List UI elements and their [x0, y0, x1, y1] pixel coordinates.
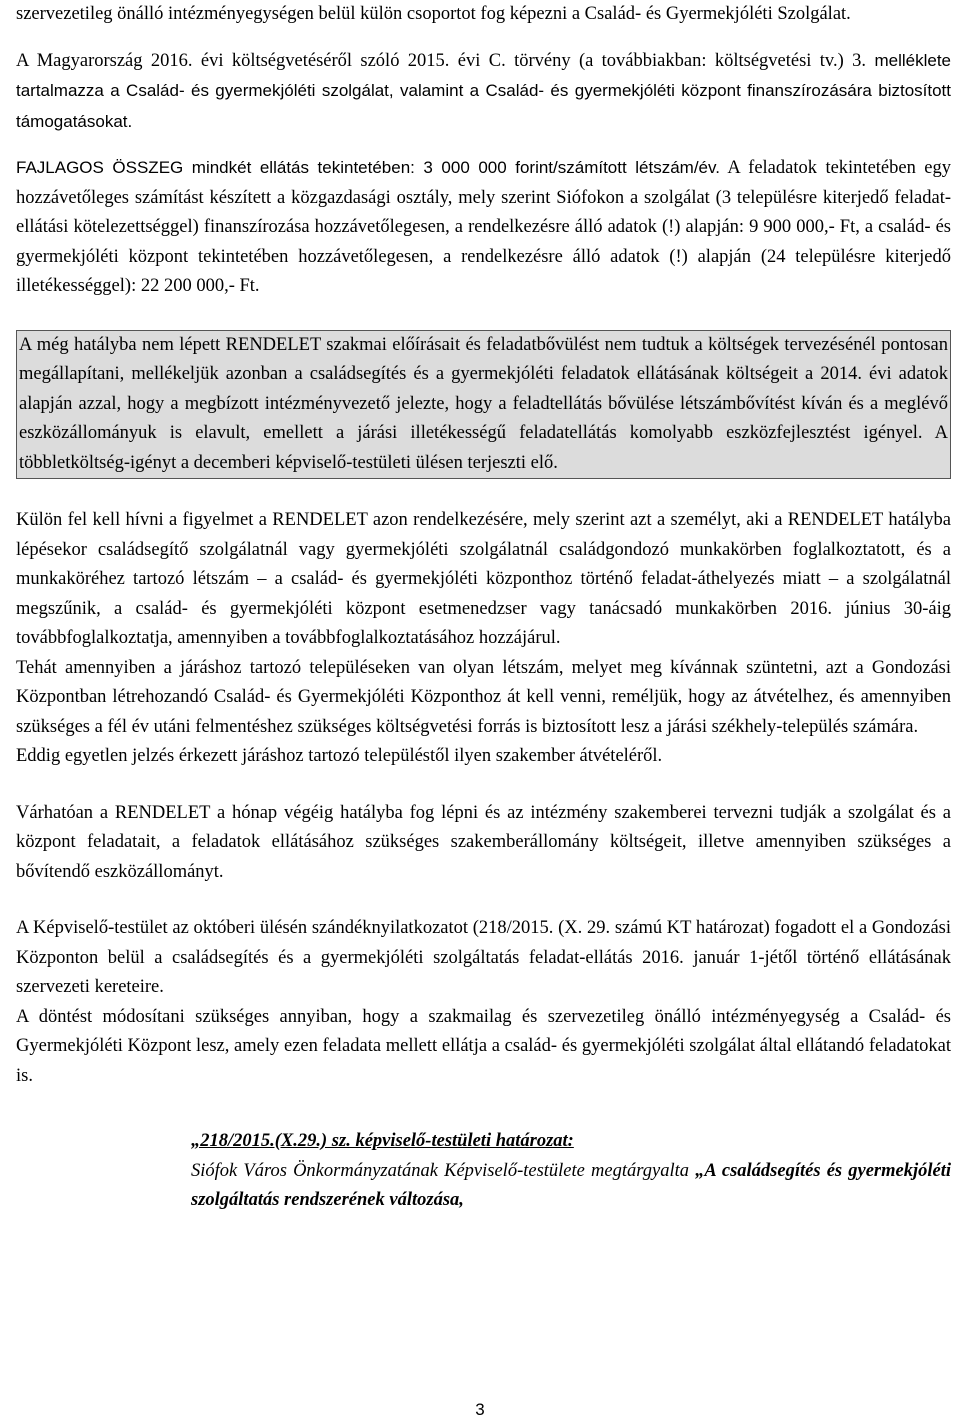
paragraph-unit-amount: [16, 153, 951, 302]
financing-estimate-text: A feladatok tekintetében egy hozzávetőleges számítást készített a közgazdasági osztály, mely szerint Siófokon a szolgálat (3 településre kiterjedő feladat-ellátási kötelezettséggel) finanszírozása hozzávetőlegesen, a rendelkezésre álló adatok (!) alapján: 9 900 000,- Ft, a család- és gyermekjóléti központ tekintetében hozzávetőlegesen, a rendelkezésre álló adatok (!) alapján (24 településre kiterjedő illetékességgel): 22 200 000,- Ft.: [16, 158, 951, 296]
unit-amount-text: FAJLAGOS ÖSSZEG mindkét ellátás tekintetében: 3 000 000 forint/számított létszám/év.: [16, 158, 720, 177]
paragraph-intro: szervezetileg önálló intézményegységen belül külön csoportot fog képezni a Család- és Gyermekjóléti Szolgálat.: [16, 4, 851, 24]
highlighted-notice-text: A még hatályba nem lépett RENDELET szakmai előírásait és feladatbővülést nem tudtuk a költségek tervezésénél pontosan megállapítani, mellékeljük azonban a családsegítés és a gyermekjóléti feladatok ellátásának költségeit a 2014. évi adatok alapján azzal, hogy a megbízott intézményvezető jelezte, hogy a feladtellátás bővülése létszámbővítést kíván és a meglévő eszközállományuk is elavult, emellett a járási illetékességű feladatellátás komolyabb eszközfejlesztést igényel. A többletköltség-igényt a decemberi képviselő-testületi ülésen terjeszti elő.: [19, 334, 948, 473]
paragraph-council-declaration: A Képviselő-testület az októberi ülésén szándéknyilatkozatot (218/2015. (X. 29. számú KT határozat) fogadott el a Gondozási Központon belül a családsegítés és a gyermekjóléti szolgáltatás feladat-ellátás 2016. január 1-jétől történő ellátásának szervezeti kereteire.: [16, 918, 951, 997]
paragraph-budget-law: [16, 46, 951, 138]
paragraph-expected-decree: Várhatóan a RENDELET a hónap végéig hatályba fog lépni és az intézmény szakemberei tervezni tudják a szolgálat és a központ feladatait, a feladatok ellátásához szükséges szakemberállomány költségeit, illetve amennyiben szükséges a bővítendő eszközállományt.: [16, 802, 951, 882]
resolution-body-subject: „A családsegítés és gyermekjóléti szolgáltatás rendszerének változása,: [191, 1160, 951, 1210]
resolution-body: [191, 1157, 951, 1216]
resolution-body-intro: Siófok Város Önkormányzatának Képviselő-testülete megtárgyalta: [191, 1160, 696, 1181]
highlighted-notice-box: [16, 330, 951, 480]
budget-law-annex-text: melléklete tartalmazza a Család- és gyermekjóléti szolgálat, valamint a Család- és gyermekjóléti központ finanszírozására biztosított támogatásokat.: [16, 50, 951, 131]
paragraph-staff-transfer: Külön fel kell hívni a figyelmet a RENDELET azon rendelkezésére, mely szerint azt a személyt, aki a RENDELET hatályba lépésekor családsegítő szolgálatnál vagy gyermekjóléti szolgálatnál családgondozó munkakörben foglalkoztatott, és a munkaköréhez tartozó létszám – a család- és gyermekjóléti központhoz történő feladat-áthelyezés miatt – a szolgálatnál megszűnik, a család- és gyermekjóléti központ esetmenedzser vagy tanácsadó munkakörben 2016. június 30-áig továbbfoglalkoztatja, amennyiben a továbbfoglalkoztatásához hozzájárul.: [16, 510, 951, 648]
page-number: 3: [475, 1400, 485, 1419]
budget-law-text: A Magyarország 2016. évi költségvetéséről szóló 2015. évi C. törvény (a továbbiakban: költségvetési tv.) 3.: [16, 50, 866, 71]
resolution-title: „218/2015.(X.29.) sz. képviselő-testületi határozat:: [191, 1131, 574, 1151]
resolution-block: [191, 1127, 951, 1216]
paragraph-decision-modification: A döntést módosítani szükséges annyiban, hogy a szakmailag és szervezetileg önálló intézményegység a Család- és Gyermekjóléti Központ lesz, amely ezen feladata mellett ellátja a család- és gyermekjóléti szolgálat által ellátandó feladatokat is.: [16, 1006, 951, 1086]
paragraph-staff-takeover: Tehát amennyiben a járáshoz tartozó településeken van olyan létszám, melyet meg kívánnak szüntetni, azt a Gondozási Központban létrehozandó Család- és Gyermekjóléti Központhoz át kell venni, reméljük, hogy az átvételhez, és amennyiben szükséges a fél év utáni felmentéshez szükséges költségvetési forrás is biztosított lesz a járási székhely-település számára.: [16, 657, 951, 737]
paragraph-single-request: Eddig egyetlen jelzés érkezett járáshoz tartozó településtől ilyen szakember átvételéről.: [16, 746, 663, 766]
